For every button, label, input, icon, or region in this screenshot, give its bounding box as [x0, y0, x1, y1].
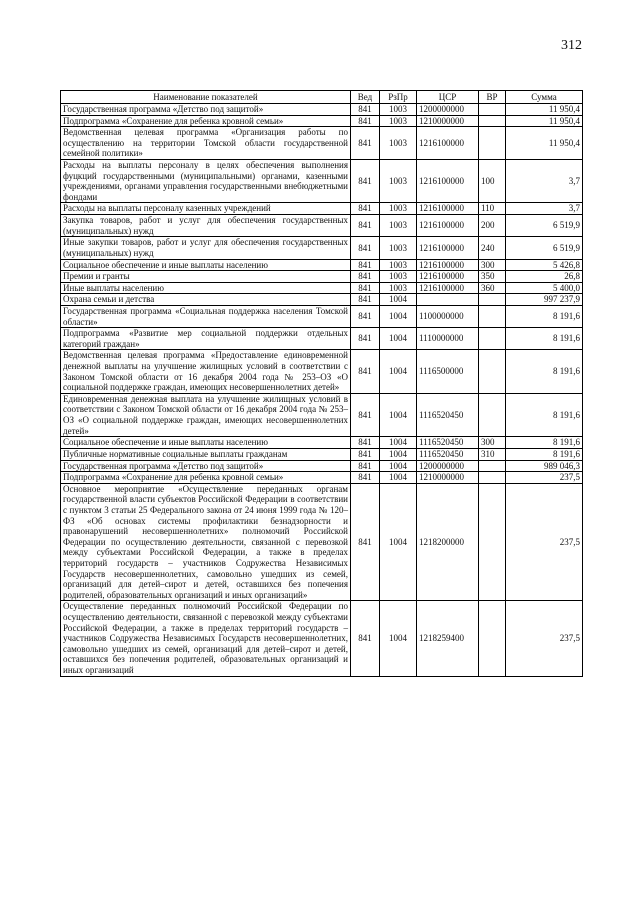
cell-csr: 1216100000 [417, 282, 479, 294]
cell-sum: 26,8 [506, 271, 583, 283]
cell-vr: 310 [479, 448, 506, 460]
cell-name: Подпрограмма «Сохранение для ребенка кровной семьи» [61, 115, 351, 127]
cell-name: Ведомственная целевая программа «Организация работы по осуществлению на территории Томской области государственной семейной политики» [61, 127, 351, 160]
table-row [61, 460, 583, 472]
cell-vr [479, 305, 506, 327]
cell-vr [479, 127, 506, 160]
cell-csr: 1216100000 [417, 215, 479, 237]
cell-sum: 6 519,9 [506, 215, 583, 237]
cell-csr: 1216100000 [417, 259, 479, 271]
cell-ved: 841 [351, 282, 380, 294]
cell-name: Закупка товаров, работ и услуг для обеспечения государственных (муниципальных) нужд [61, 215, 351, 237]
cell-name: Осуществление переданных полномочий Российской Федерации по осуществлению деятельности, связанной с перевозкой между субъектами Российской Федерации, а также в пределах территорий государств – участников Содружества Независимых Государств несовершеннолетних, самовольно ушедших из семей, организаций для детей–сирот и детей, оставшихся без попечения родителей, образовательных организаций и иных организаций [61, 601, 351, 676]
cell-vr [479, 115, 506, 127]
cell-csr: 1116520450 [417, 437, 479, 449]
table-row [61, 472, 583, 484]
cell-sum: 11 950,4 [506, 127, 583, 160]
cell-vr: 200 [479, 215, 506, 237]
cell-rzpr: 1004 [380, 328, 417, 350]
cell-csr: 1216100000 [417, 203, 479, 215]
cell-rzpr: 1003 [380, 203, 417, 215]
cell-ved: 841 [351, 472, 380, 484]
cell-sum: 8 191,6 [506, 350, 583, 393]
cell-sum: 3,7 [506, 160, 583, 203]
header-vr: ВР [479, 91, 506, 104]
cell-ved: 841 [351, 305, 380, 327]
cell-ved: 841 [351, 294, 380, 306]
table-row [61, 160, 583, 203]
cell-sum: 5 426,8 [506, 259, 583, 271]
cell-vr: 100 [479, 160, 506, 203]
cell-name: Ведомственная целевая программа «Предоставление единовременной денежной выплаты на улучшение жилищных условий в соответствии с Законом Томской области от 16 декабря 2004 года № 253–ОЗ «О социальной поддержке граждан, имеющих несовершеннолетних детей» [61, 350, 351, 393]
cell-vr [479, 350, 506, 393]
cell-vr: 360 [479, 282, 506, 294]
cell-rzpr: 1003 [380, 237, 417, 259]
table-header-row [61, 91, 583, 104]
cell-csr: 1116520450 [417, 393, 479, 436]
cell-sum: 11 950,4 [506, 104, 583, 116]
cell-rzpr: 1004 [380, 350, 417, 393]
cell-ved: 841 [351, 350, 380, 393]
cell-name: Единовременная денежная выплата на улучшение жилищных условий в соответствии с Законом Томской области от 16 декабря 2004 года № 253–ОЗ «О социальной поддержке граждан, имеющих несовершеннолетних детей» [61, 393, 351, 436]
table-row [61, 259, 583, 271]
cell-rzpr: 1003 [380, 104, 417, 116]
cell-csr: 1100000000 [417, 305, 479, 327]
cell-ved: 841 [351, 271, 380, 283]
cell-rzpr: 1004 [380, 601, 417, 676]
header-csr: ЦСР [417, 91, 479, 104]
cell-name: Расходы на выплаты персоналу казенных учреждений [61, 203, 351, 215]
page-number: 312 [561, 38, 582, 53]
table-row [61, 237, 583, 259]
cell-sum: 6 519,9 [506, 237, 583, 259]
cell-csr: 1216100000 [417, 160, 479, 203]
cell-csr [417, 294, 479, 306]
cell-ved: 841 [351, 437, 380, 449]
header-sum: Сумма [506, 91, 583, 104]
cell-vr: 300 [479, 259, 506, 271]
cell-rzpr: 1004 [380, 294, 417, 306]
table-row [61, 294, 583, 306]
cell-name: Иные выплаты населению [61, 282, 351, 294]
cell-name: Премии и гранты [61, 271, 351, 283]
cell-sum: 237,5 [506, 601, 583, 676]
cell-sum: 8 191,6 [506, 328, 583, 350]
header-ved: Вед [351, 91, 380, 104]
cell-rzpr: 1003 [380, 127, 417, 160]
cell-rzpr: 1004 [380, 448, 417, 460]
cell-csr: 1200000000 [417, 460, 479, 472]
cell-name: Подпрограмма «Развитие мер социальной поддержки отдельных категорий граждан» [61, 328, 351, 350]
cell-name: Социальное обеспечение и иные выплаты населению [61, 259, 351, 271]
table-row [61, 271, 583, 283]
cell-csr: 1216100000 [417, 127, 479, 160]
table-row [61, 127, 583, 160]
cell-ved: 841 [351, 115, 380, 127]
table-row [61, 393, 583, 436]
cell-rzpr: 1004 [380, 483, 417, 601]
cell-csr: 1210000000 [417, 472, 479, 484]
cell-name: Государственная программа «Социальная поддержка населения Томской области» [61, 305, 351, 327]
table-row [61, 483, 583, 601]
header-name: Наименование показателей [61, 91, 351, 104]
cell-csr: 1116500000 [417, 350, 479, 393]
cell-ved: 841 [351, 259, 380, 271]
header-rzpr: РзПр [380, 91, 417, 104]
cell-rzpr: 1004 [380, 393, 417, 436]
cell-rzpr: 1003 [380, 215, 417, 237]
cell-ved: 841 [351, 160, 380, 203]
cell-name: Государственная программа «Детство под защитой» [61, 460, 351, 472]
cell-ved: 841 [351, 237, 380, 259]
cell-rzpr: 1003 [380, 115, 417, 127]
cell-name: Расходы на выплаты персоналу в целях обеспечения выполнения фуцкций государственными (муниципальными) органами, казенными учреждениями, органами управления государственными внебюджетными фондами [61, 160, 351, 203]
table-row [61, 282, 583, 294]
table-row [61, 350, 583, 393]
table-row [61, 305, 583, 327]
cell-vr: 350 [479, 271, 506, 283]
cell-vr [479, 601, 506, 676]
cell-vr: 110 [479, 203, 506, 215]
cell-name: Основное мероприятие «Осуществление переданных органам государственной власти субъектов Российской Федерации в соответствии с пунктом 3 статьи 25 Федерального закона от 24 июня 1999 года № 120–ФЗ «Об основах системы профилактики безнадзорности и правонарушений несовершеннолетних» полномочий Российской Федерации по осуществлению деятельности, связанной с перевозкой между субъектами Российской Федерации, а также в пределах территорий государств – участников Содружества Независимых Государств несовершеннолетних, самовольно ушедших из семей, организаций для детей–сирот и детей, оставшихся без попечения родителей, образовательных организаций и иных организаций» [61, 483, 351, 601]
cell-vr [479, 460, 506, 472]
cell-name: Подпрограмма «Сохранение для ребенка кровной семьи» [61, 472, 351, 484]
cell-vr [479, 393, 506, 436]
cell-sum: 11 950,4 [506, 115, 583, 127]
table-row [61, 203, 583, 215]
cell-name: Государственная программа «Детство под защитой» [61, 104, 351, 116]
cell-sum: 237,5 [506, 483, 583, 601]
cell-ved: 841 [351, 127, 380, 160]
cell-csr: 1218200000 [417, 483, 479, 601]
cell-rzpr: 1004 [380, 305, 417, 327]
cell-ved: 841 [351, 215, 380, 237]
cell-vr [479, 104, 506, 116]
cell-csr: 1216100000 [417, 271, 479, 283]
cell-vr [479, 328, 506, 350]
table-row [61, 115, 583, 127]
cell-csr: 1200000000 [417, 104, 479, 116]
cell-csr: 1210000000 [417, 115, 479, 127]
cell-csr: 1216100000 [417, 237, 479, 259]
cell-vr [479, 472, 506, 484]
cell-ved: 841 [351, 483, 380, 601]
table-row [61, 601, 583, 676]
cell-vr [479, 294, 506, 306]
cell-csr: 1116520450 [417, 448, 479, 460]
cell-sum: 5 400,0 [506, 282, 583, 294]
cell-sum: 8 191,6 [506, 393, 583, 436]
table-row [61, 104, 583, 116]
cell-ved: 841 [351, 393, 380, 436]
cell-ved: 841 [351, 601, 380, 676]
table-body [61, 104, 583, 677]
cell-name: Публичные нормативные социальные выплаты гражданам [61, 448, 351, 460]
cell-sum: 8 191,6 [506, 448, 583, 460]
cell-sum: 997 237,9 [506, 294, 583, 306]
budget-table [60, 90, 583, 677]
cell-vr: 300 [479, 437, 506, 449]
cell-rzpr: 1003 [380, 271, 417, 283]
cell-rzpr: 1004 [380, 472, 417, 484]
cell-ved: 841 [351, 460, 380, 472]
cell-vr [479, 483, 506, 601]
cell-name: Иные закупки товаров, работ и услуг для обеспечения государственных (муниципальных) нужд [61, 237, 351, 259]
cell-sum: 237,5 [506, 472, 583, 484]
cell-rzpr: 1004 [380, 460, 417, 472]
cell-rzpr: 1004 [380, 437, 417, 449]
cell-ved: 841 [351, 328, 380, 350]
cell-rzpr: 1003 [380, 160, 417, 203]
cell-sum: 8 191,6 [506, 437, 583, 449]
cell-ved: 841 [351, 448, 380, 460]
cell-rzpr: 1003 [380, 282, 417, 294]
cell-sum: 989 046,3 [506, 460, 583, 472]
cell-csr: 1110000000 [417, 328, 479, 350]
cell-ved: 841 [351, 104, 380, 116]
table-row [61, 328, 583, 350]
cell-sum: 3,7 [506, 203, 583, 215]
table-row [61, 215, 583, 237]
cell-sum: 8 191,6 [506, 305, 583, 327]
cell-name: Социальное обеспечение и иные выплаты населению [61, 437, 351, 449]
table-row [61, 437, 583, 449]
cell-vr: 240 [479, 237, 506, 259]
table-row [61, 448, 583, 460]
cell-rzpr: 1003 [380, 259, 417, 271]
cell-ved: 841 [351, 203, 380, 215]
cell-name: Охрана семьи и детства [61, 294, 351, 306]
cell-csr: 1218259400 [417, 601, 479, 676]
